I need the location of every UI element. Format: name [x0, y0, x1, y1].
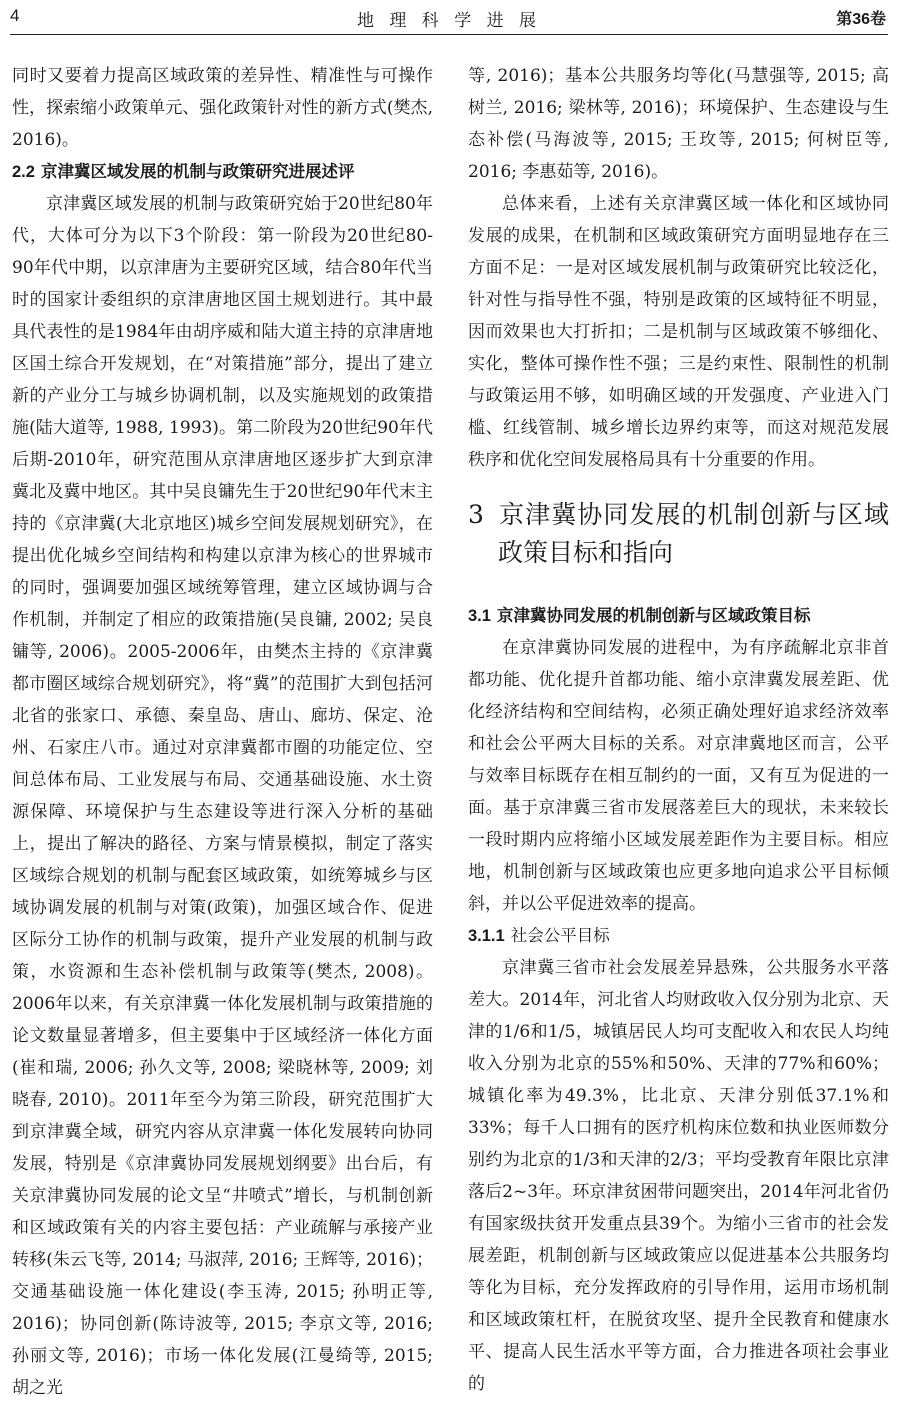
section-title: 京津冀区域发展的机制与政策研究进展述评 — [40, 162, 355, 181]
paragraph: 等, 2016)；基本公共服务均等化(马慧强等, 2015; 高树兰, 2016; 梁林等, 2016)；环境保护、生态建设与生态补偿(马海波等, 2015; 王玫等, 2015; 何树臣等, 2016; 李惠茹等, 2016)。 — [468, 66, 889, 182]
header-rule — [10, 34, 888, 35]
page-number: 4 — [10, 6, 20, 25]
section-number: 3 — [468, 500, 484, 529]
journal-title: 地 理 科 学 进 展 — [356, 11, 542, 31]
right-column — [468, 60, 889, 1400]
paragraph: 同时又要着力提高区域政策的差异性、精准性与可操作性，探索缩小政策单元、强化政策针对性的新方式(樊杰, 2016)。 — [12, 66, 433, 150]
section-heading-3 — [468, 496, 889, 572]
running-header — [0, 0, 898, 40]
volume-label: 第36卷 — [836, 11, 886, 28]
paragraph: 京津冀区域发展的机制与政策研究始于20世纪80年代，大体可分为以下3个阶段：第一阶段为20世纪80-90年代中期，以京津唐为主要研究区域，结合80年代当时的国家计委组织的京津唐地区国土规划进行。其中最具代表性的是1984年由胡序威和陆大道主持的京津唐地区国土综合开发规划，在“对策措施”部分，提出了建立新的产业分工与城乡协调机制，以及实施规划的政策措施(陆大道等, 1988, 1993)。第二阶段为20世纪90年代后期-2010年，研究范围从京津唐地区逐步扩大到京津冀北及冀中地区。其中吴良镛先生于20世纪90年代末主持的《京津冀(大北京地区)城乡空间发展规划研究》，在提出优化城乡空间结构和构建以京津为核心的世界城市的同时，强调要加强区域统筹管理，建立区域协调与合作机制，并制定了相应的政策措施(吴良镛, 2002; 吴良镛等, 2006)。2005-2006年，由樊杰主持的《京津冀都市圈区域综合规划研究》，将“冀”的范围扩大到包括河北省的张家口、承德、秦皇岛、唐山、廊坊、保定、沧州、石家庄八市。通过对京津冀都市圈的功能定位、空间总体布局、工业发展与布局、交通基础设施、水土资源保障、环境保护与生态建设等进行深入分析的基础上，提出了解决的路径、方案与情景模拟，制定了落实区域综合规划的机制与配套区域政策，如统筹城乡与区域协调发展的机制与对策(政策)，加强区域合作、促进区际分工协作的机制与政策，提升产业发展的机制与政策，水资源和生态补偿机制与政策等(樊杰, 2008)。2006年以来，有关京津冀一体化发展机制与政策措施的论文数量显著增多，但主要集中于区域经济一体化方面(崔和瑞, 2006; 孙久文等, 2008; 梁晓林等, 2009; 刘晓春, 2010)。2011年至今为第三阶段，研究范围扩大到京津冀全域，研究内容从京津冀一体化发展转向协同发展，特别是《京津冀协同发展规划纲要》出台后，有关京津冀协同发展的论文呈“井喷式”增长，与机制创新和区域政策有关的内容主要包括：产业疏解与承接产业转移(朱云飞等, 2014; 马淑萍, 2016; 王辉等, 2016)；交通基础设施一体化建设(李玉涛, 2015; 孙明正等, 2016)；协同创新(陈诗波等, 2015; 李京文等, 2016; 孙丽文等, 2016)；市场一体化发展(江曼绮等, 2015; 胡之光 — [12, 194, 433, 1398]
section-number: 2.2 — [12, 163, 35, 181]
section-heading-3-1-1 — [468, 920, 889, 952]
section-title: 京津冀协同发展的机制创新与区域政策目标和指向 — [498, 500, 889, 567]
section-heading-2-2 — [12, 156, 433, 188]
section-number: 3.1 — [468, 607, 491, 625]
paragraph: 在京津冀协同发展的进程中，为有序疏解北京非首都功能、优化提升首都功能、缩小京津冀发展差距、优化经济结构和空间结构，必须正确处理好追求经济效率和社会公平两大目标的关系。对京津冀地区而言，公平与效率目标既存在相互制约的一面，又有互为促进的一面。基于京津冀三省市发展落差巨大的现状，未来较长一段时期内应将缩小区域发展差距作为主要目标。相应地，机制创新与区域政策也应更多地向追求公平目标倾斜，并以公平促进效率的提高。 — [468, 638, 889, 914]
paragraph: 京津冀三省市社会发展差异悬殊，公共服务水平落差大。2014年，河北省人均财政收入仅分别为北京、天津的1/6和1/5，城镇居民人均可支配收入和农民人均纯收入分别为北京的55%和50%、天津的77%和60%；城镇化率为49.3%，比北京、天津分别低37.1%和33%；每千人口拥有的医疗机构床位数和执业医师数分别约为北京的1/3和天津的2/3；平均受教育年限比京津落后2~3年。环京津贫困带问题突出，2014年河北省仍有国家级扶贫开发重点县39个。为缩小三省市的社会发展差距，机制创新与区域政策应以促进基本公共服务均等化为目标，充分发挥政府的引导作用，运用市场机制和区域政策杠杆，在脱贫攻坚、提升全民教育和健康水平、提高人民生活水平等方面，合力推进各项社会事业的 — [468, 958, 889, 1394]
paragraph: 总体来看，上述有关京津冀区域一体化和区域协同发展的成果，在机制和区域政策研究方面明显地存在三方面不足：一是对区域发展机制与政策研究比较泛化，针对性与指导性不强，特别是政策的区域特征不明显，因而效果也大打折扣；二是机制与区域政策不够细化、实化，整体可操作性不强；三是约束性、限制性的机制与政策运用不够，如明确区域的开发强度、产业进入门槛、红线管制、城乡增长边界约束等，而这对规范发展秩序和优化空间发展格局具有十分重要的作用。 — [468, 194, 889, 470]
left-column — [12, 60, 433, 1404]
section-title: 京津冀协同发展的机制创新与区域政策目标 — [496, 606, 811, 625]
section-heading-3-1 — [468, 600, 889, 632]
section-number: 3.1.1 — [468, 927, 505, 945]
section-title: 社会公平目标 — [510, 926, 610, 945]
